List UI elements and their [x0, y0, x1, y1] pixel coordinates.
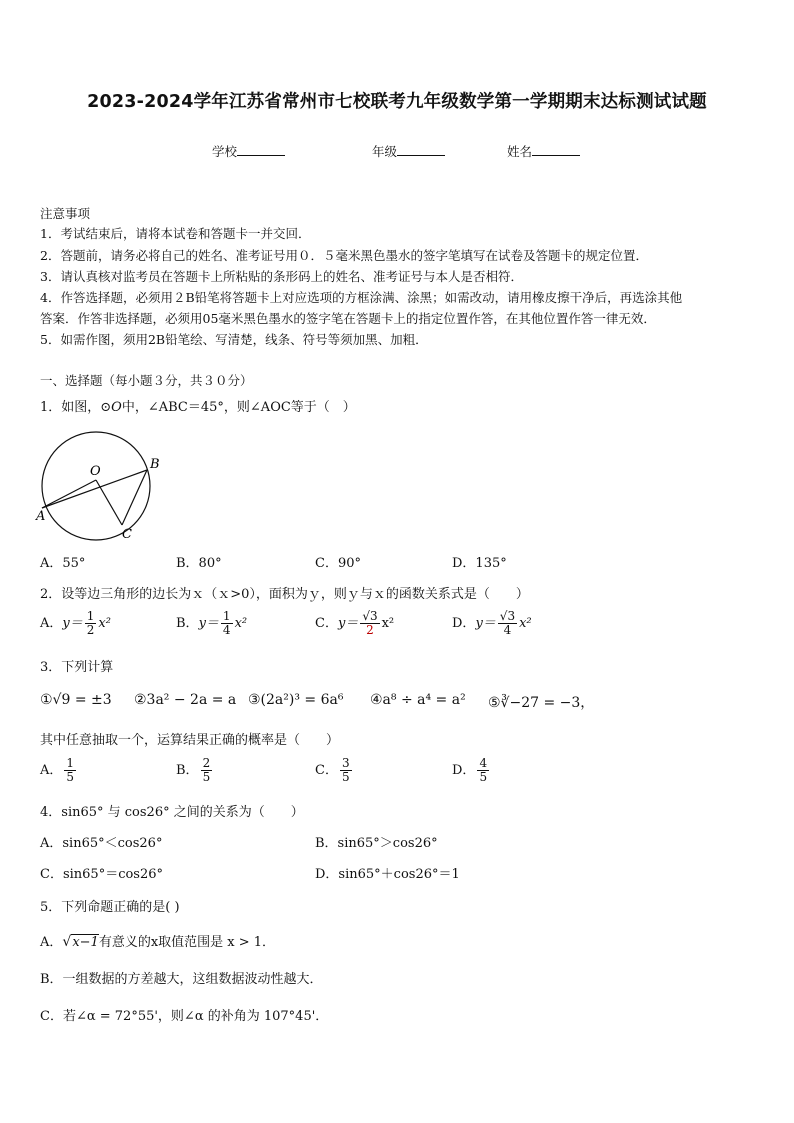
page-title: 2023-2024学年江苏省常州市七校联考九年级数学第一学期期末达标测试试题 — [87, 92, 707, 112]
option-label: B． — [176, 616, 199, 631]
option-label: C． — [315, 763, 338, 778]
circle-figure — [30, 430, 170, 545]
numerator: 1 — [86, 609, 95, 623]
fraction — [360, 610, 379, 637]
numerator: 1 — [222, 609, 231, 623]
q3-follow-up: 其中任意抽取一个，运算结果正确的概率是（ ） — [40, 733, 340, 748]
point-a-label: A — [36, 509, 46, 524]
q1-option-d: D．135° — [452, 556, 507, 571]
q5-option-a — [40, 931, 275, 950]
notes-heading: 注意事项 — [40, 206, 91, 221]
option-label: A． — [40, 935, 63, 950]
option-lhs: y＝ — [198, 616, 219, 631]
q1-circle-name: O — [111, 400, 122, 415]
numerator: 4 — [479, 756, 488, 770]
option-text: 有意义的x取值范围是 x > 1． — [98, 935, 276, 950]
section-heading: 一、选择题（每小题３分，共３０分） — [40, 373, 253, 388]
denominator: 2 — [366, 623, 374, 637]
q2-option-c — [315, 610, 394, 637]
fraction — [498, 610, 517, 637]
option-label: D． — [452, 763, 476, 778]
grade-label: 年级 — [372, 144, 398, 159]
option-label: B． — [176, 763, 199, 778]
option-label: D． — [452, 616, 476, 631]
name-label: 姓名 — [507, 144, 533, 159]
note-item: 2．答题前，请务必将自己的姓名、准考证号用０．５毫米黑色墨水的签字笔填写在试卷及答题卡的规定位置． — [40, 248, 648, 263]
grade-field — [372, 142, 445, 160]
q2-option-a — [40, 610, 111, 637]
grade-blank — [397, 143, 445, 156]
q3-option-a — [40, 757, 78, 784]
option-label: A． — [40, 763, 63, 778]
q2-option-d — [452, 610, 532, 637]
name-blank — [532, 143, 580, 156]
radical-sign: √ — [62, 934, 72, 950]
note-item: 3．请认真核对监考员在答题卡上所粘贴的条形码上的姓名、准考证号与本人是否相符． — [40, 269, 523, 284]
point-b-label: B — [150, 457, 160, 472]
option-rhs: x² — [381, 616, 395, 631]
q3-option-d — [452, 757, 491, 784]
fraction — [64, 757, 76, 784]
question-1-stem — [40, 396, 356, 415]
option-lhs: y＝ — [337, 616, 359, 631]
q5-option-c: C．若∠α = 72°55'，则∠α 的补角为 107°45'． — [40, 1009, 329, 1024]
q1-prefix: 1．如图，⊙ — [40, 400, 112, 415]
option-rhs: x² — [519, 616, 532, 631]
q3-item-3: ③(2a²)³ = 6a⁶ — [248, 692, 344, 708]
q4-option-a: A．sin65°＜cos26° — [40, 836, 163, 851]
note-item: 5．如需作图，须用2B铅笔绘、写清楚，线条、符号等须加黑、加粗． — [40, 332, 428, 347]
option-rhs: x² — [234, 616, 248, 631]
denominator: 2 — [86, 623, 95, 637]
q4-option-c: C．sin65°＝cos26° — [40, 867, 164, 882]
denominator: 4 — [503, 623, 512, 637]
numerator: 2 — [202, 756, 211, 770]
question-4-stem: 4．sin65° 与 cos26° 之间的关系为（ ） — [40, 805, 304, 820]
q3-option-c — [315, 757, 354, 784]
circle-outline — [42, 432, 150, 540]
option-label: C． — [315, 616, 338, 631]
fraction — [201, 757, 213, 784]
q4-option-b: B．sin65°＞cos26° — [315, 836, 438, 851]
q3-item-5: ⑤∛−27 = −3， — [488, 695, 595, 711]
point-c-label: C — [122, 527, 132, 542]
denominator: 5 — [66, 770, 75, 784]
q2-option-b — [176, 610, 247, 637]
fraction — [340, 757, 352, 784]
option-lhs: y＝ — [475, 616, 496, 631]
option-label: A． — [40, 616, 63, 631]
denominator: 5 — [341, 770, 350, 784]
note-item: 4．作答选择题，必须用２B铅笔将答题卡上对应选项的方框涂满、涂黑；如需改动，请用橡皮擦干净后，再选涂其他 — [40, 290, 683, 305]
numerator: √3 — [499, 609, 516, 623]
question-3-stem: 3．下列计算 — [40, 660, 114, 675]
school-label: 学校 — [212, 144, 238, 159]
denominator: 4 — [222, 623, 231, 637]
note-item: 1．考试结束后，请将本试卷和答题卡一并交回． — [40, 226, 311, 241]
point-o-label: O — [90, 464, 101, 479]
school-field — [212, 142, 285, 160]
q3-item-1: ①√9 = ±3 — [40, 692, 112, 708]
numerator: 1 — [66, 756, 75, 770]
q3-item-4: ④a⁸ ÷ a⁴ = a² — [370, 692, 466, 708]
question-2-stem: 2．设等边三角形的边长为ｘ（ｘ>0），面积为ｙ，则ｙ与ｘ的函数关系式是（ ） — [40, 587, 529, 602]
segment-ao — [42, 480, 96, 508]
fraction — [85, 610, 97, 637]
q1-rest: 中，∠ABC＝45°，则∠AOC等于（ ） — [121, 400, 356, 415]
denominator: 5 — [202, 770, 211, 784]
q5-option-b: B．一组数据的方差越大，这组数据波动性越大． — [40, 972, 323, 987]
q3-item-2: ②3a² − 2a = a — [134, 692, 237, 708]
numerator: 3 — [341, 756, 350, 770]
school-blank — [237, 143, 285, 156]
question-5-stem: 5．下列命题正确的是( ) — [40, 900, 180, 915]
denominator: 5 — [479, 770, 488, 784]
q1-option-a: A．55° — [40, 556, 86, 571]
q1-option-c: C．90° — [315, 556, 361, 571]
q3-option-b — [176, 757, 214, 784]
name-field — [507, 142, 580, 160]
q1-option-b: B．80° — [176, 556, 222, 571]
numerator: √3 — [362, 609, 378, 623]
note-item: 答案．作答非选择题，必须用05毫米黑色墨水的签字笔在答题卡上的指定位置作答，在其他位置作答一律无效． — [40, 311, 656, 326]
option-lhs: y＝ — [62, 616, 83, 631]
fraction — [477, 757, 489, 784]
option-rhs: x² — [98, 616, 111, 631]
fraction — [221, 610, 233, 637]
radicand: x−1 — [72, 935, 99, 950]
q4-option-d: D．sin65°＋cos26°＝1 — [315, 867, 460, 882]
